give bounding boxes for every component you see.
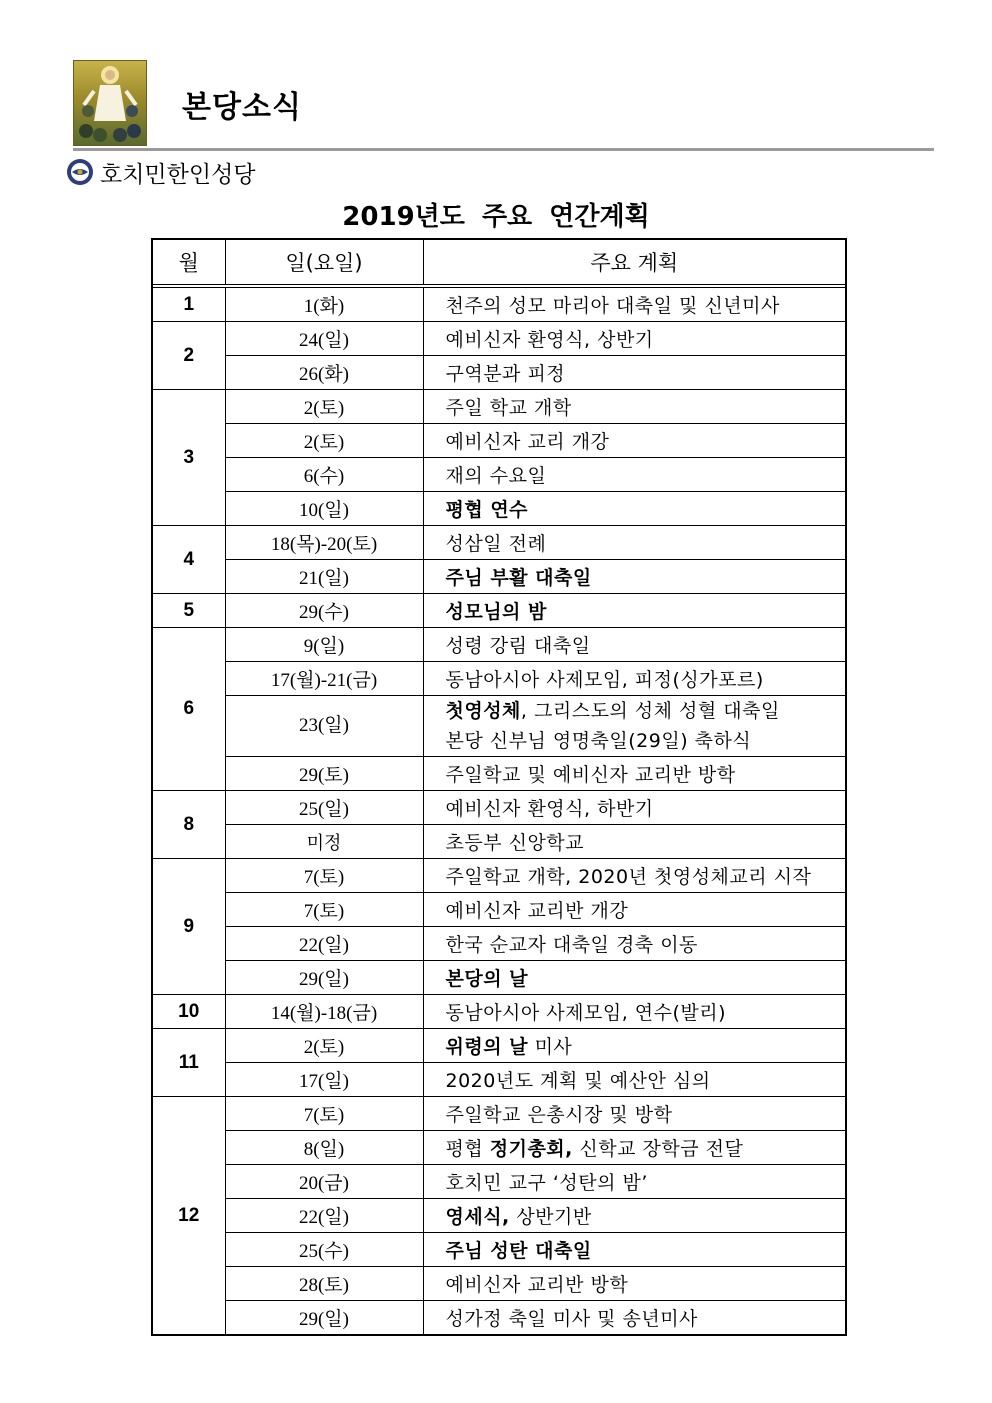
table-row — [152, 927, 846, 961]
day-cell: 7(토) — [225, 859, 423, 893]
plan-bold-text: 첫영성체 — [445, 700, 521, 722]
day-cell: 17(일) — [225, 1063, 423, 1097]
table-row — [152, 526, 846, 560]
table-row — [152, 893, 846, 927]
month-cell: 5 — [152, 594, 225, 628]
plan-cell: 주일학교 은총시장 및 방학 — [423, 1097, 846, 1131]
table-row — [152, 322, 846, 356]
table-row — [152, 662, 846, 696]
plan-cell: 성령 강림 대축일 — [423, 628, 846, 662]
day-cell: 1(화) — [225, 288, 423, 322]
day-cell: 8(일) — [225, 1131, 423, 1165]
table-row — [152, 594, 846, 628]
plan-cell: 성가정 축일 미사 및 송년미사 — [423, 1301, 846, 1336]
month-cell: 1 — [152, 288, 225, 322]
table-row — [152, 1131, 846, 1165]
month-cell: 9 — [152, 859, 225, 995]
table-header-row — [152, 239, 846, 285]
month-cell: 10 — [152, 995, 225, 1029]
table-row — [152, 288, 846, 322]
plan-cell: 예비신자 교리 개강 — [423, 424, 846, 458]
month-cell: 12 — [152, 1097, 225, 1336]
plan-cell: 주님 부활 대축일 — [423, 560, 846, 594]
plan-cell: 호치민 교구 ‘성탄의 밤’ — [423, 1165, 846, 1199]
day-cell: 29(일) — [225, 1301, 423, 1336]
church-emblem-icon — [66, 158, 94, 186]
day-cell: 28(토) — [225, 1267, 423, 1301]
document-title: 2019년도 주요 연간계획 — [342, 202, 650, 232]
table-row — [152, 825, 846, 859]
plan-cell — [423, 696, 846, 757]
day-cell: 29(일) — [225, 961, 423, 995]
day-cell: 17(월)-21(금) — [225, 662, 423, 696]
table-row — [152, 1029, 846, 1063]
table-row — [152, 1199, 846, 1233]
day-cell: 18(목)-20(토) — [225, 526, 423, 560]
table-row — [152, 356, 846, 390]
day-cell: 2(토) — [225, 424, 423, 458]
month-cell: 3 — [152, 390, 225, 526]
table-row — [152, 390, 846, 424]
month-cell: 8 — [152, 791, 225, 859]
table-row — [152, 791, 846, 825]
plan-cell: 주일학교 및 예비신자 교리반 방학 — [423, 757, 846, 791]
plan-bold-text: 영세식, — [445, 1206, 510, 1228]
plan-cell: 동남아시아 사제모임, 연수(발리) — [423, 995, 846, 1029]
plan-cell: 주님 성탄 대축일 — [423, 1233, 846, 1267]
plan-cell: 본당의 날 — [423, 961, 846, 995]
table-row — [152, 492, 846, 526]
header-day: 일(요일) — [225, 239, 423, 285]
day-cell: 2(토) — [225, 1029, 423, 1063]
day-cell: 25(일) — [225, 791, 423, 825]
day-cell: 7(토) — [225, 1097, 423, 1131]
plan-cell: 예비신자 교리반 개강 — [423, 893, 846, 927]
day-cell: 9(일) — [225, 628, 423, 662]
table-row — [152, 458, 846, 492]
plan-text: , 그리스도의 성체 성혈 대축일 — [520, 700, 780, 722]
plan-cell: 2020년도 계획 및 예산안 심의 — [423, 1063, 846, 1097]
day-cell: 20(금) — [225, 1165, 423, 1199]
plan-cell: 성모님의 밤 — [423, 594, 846, 628]
plan-text: 미사 — [528, 1036, 573, 1058]
table-row — [152, 628, 846, 662]
table-row — [152, 757, 846, 791]
plan-cell: 구역분과 피정 — [423, 356, 846, 390]
plan-cell: 한국 순교자 대축일 경축 이동 — [423, 927, 846, 961]
table-row — [152, 859, 846, 893]
plan-cell: 평협 연수 — [423, 492, 846, 526]
plan-cell: 동남아시아 사제모임, 피정(싱가포르) — [423, 662, 846, 696]
day-cell: 7(토) — [225, 893, 423, 927]
header-month: 월 — [152, 239, 225, 285]
day-cell: 6(수) — [225, 458, 423, 492]
church-name: 호치민한인성당 — [100, 161, 256, 188]
day-cell: 26(화) — [225, 356, 423, 390]
table-row — [152, 560, 846, 594]
month-cell: 2 — [152, 322, 225, 390]
plan-cell — [423, 1131, 846, 1165]
table-row — [152, 1165, 846, 1199]
month-cell: 4 — [152, 526, 225, 594]
plan-text: 신학교 장학금 전달 — [572, 1138, 744, 1160]
day-cell: 21(일) — [225, 560, 423, 594]
month-cell: 11 — [152, 1029, 225, 1097]
plan-text: 평협 — [445, 1138, 490, 1160]
day-cell: 22(일) — [225, 1199, 423, 1233]
table-row — [152, 995, 846, 1029]
table-row — [152, 1097, 846, 1131]
day-cell: 25(수) — [225, 1233, 423, 1267]
day-cell: 14(월)-18(금) — [225, 995, 423, 1029]
divider — [73, 148, 934, 151]
table-row — [152, 1267, 846, 1301]
plan-cell: 주일학교 개학, 2020년 첫영성체교리 시작 — [423, 859, 846, 893]
plan-cell: 주일 학교 개학 — [423, 390, 846, 424]
jesus-icon-logo — [73, 60, 147, 146]
table-row — [152, 696, 846, 757]
day-cell: 29(토) — [225, 757, 423, 791]
plan-text: 상반기반 — [509, 1206, 592, 1228]
plan-bold-text: 위령의 날 — [445, 1036, 529, 1058]
plan-cell: 재의 수요일 — [423, 458, 846, 492]
day-cell: 10(일) — [225, 492, 423, 526]
plan-cell — [423, 1029, 846, 1063]
day-cell: 2(토) — [225, 390, 423, 424]
plan-cell: 예비신자 환영식, 하반기 — [423, 791, 846, 825]
day-cell: 미정 — [225, 825, 423, 859]
day-cell: 23(일) — [225, 696, 423, 757]
plan-cell: 성삼일 전례 — [423, 526, 846, 560]
day-cell: 22(일) — [225, 927, 423, 961]
plan-cell: 초등부 신앙학교 — [423, 825, 846, 859]
plan-cell: 예비신자 환영식, 상반기 — [423, 322, 846, 356]
table-row — [152, 1233, 846, 1267]
table-row — [152, 1063, 846, 1097]
header-plan: 주요 계획 — [423, 239, 846, 285]
section-title: 본당소식 — [182, 90, 302, 125]
month-cell: 6 — [152, 628, 225, 791]
plan-cell — [423, 1199, 846, 1233]
table-row — [152, 424, 846, 458]
plan-cell: 예비신자 교리반 방학 — [423, 1267, 846, 1301]
table-row — [152, 961, 846, 995]
table-row — [152, 1301, 846, 1336]
church-header — [66, 157, 256, 187]
day-cell: 24(일) — [225, 322, 423, 356]
plan-bold-text: 정기총회, — [489, 1138, 573, 1160]
plan-cell: 천주의 성모 마리아 대축일 및 신년미사 — [423, 288, 846, 322]
day-cell: 29(수) — [225, 594, 423, 628]
plan-text-line2: 본당 신부님 영명축일(29일) 축하식 — [445, 730, 752, 752]
annual-plan-table — [151, 238, 847, 1336]
